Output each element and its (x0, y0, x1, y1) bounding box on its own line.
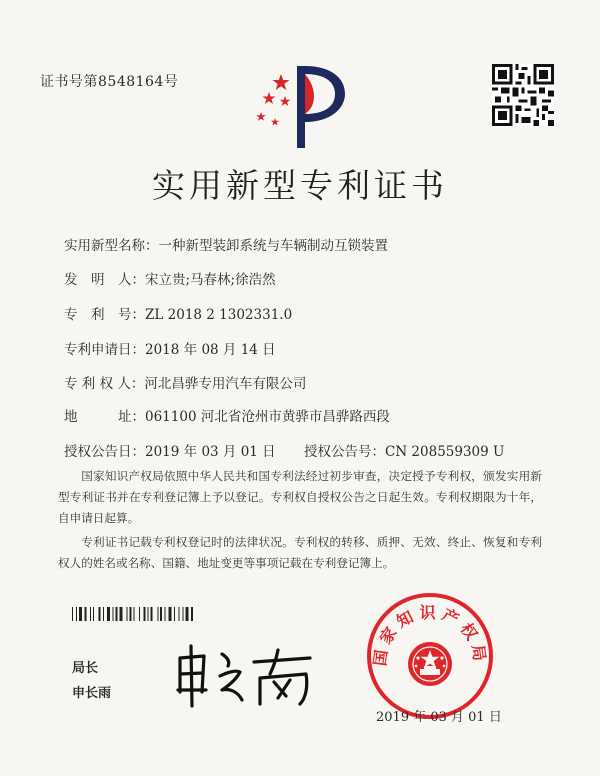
logo-star-2 (263, 92, 276, 104)
logo-p-mark (297, 66, 345, 148)
field-value: 2018 年 08 月 14 日 (145, 342, 276, 358)
field-label: 专 利 号： (64, 307, 145, 323)
barcode-bar (191, 607, 193, 621)
certificate-title: 实用新型专利证书 (152, 166, 448, 205)
barcode-bar (90, 607, 91, 621)
field-inventor (64, 268, 276, 288)
barcode-bar (127, 607, 128, 621)
official-seal (366, 592, 494, 720)
field-value: 2019 年 03 月 01 日 (145, 444, 276, 460)
barcode-bar (169, 607, 172, 621)
seal-text: 国家知识产权局 (370, 603, 490, 668)
field-label: 授权公告号： (304, 444, 385, 460)
logo-star-5 (271, 118, 279, 125)
field-label: 地 址： (64, 409, 145, 425)
field-grant-date (64, 440, 276, 460)
barcode-bar (113, 607, 114, 621)
barcode-bar (79, 607, 82, 621)
field-value: 宋立贵;马春林;徐浩然 (145, 272, 276, 288)
field-label: 授权公告日： (64, 444, 145, 460)
barcode-bar (72, 607, 73, 621)
paragraph-legal-status: 专利证书记载专利权登记时的法律状况。专利权的转移、质押、无效、终止、恢复和专利权人的姓名或名称、国籍、地址变更等事项记载在专利登记簿上。 (58, 535, 542, 570)
field-value: 061100 河北省沧州市黄骅市昌骅路西段 (145, 409, 390, 425)
barcode-bar (115, 607, 117, 621)
field-label: 专 利 权 人： (64, 376, 145, 392)
paragraph-grant-statement: 国家知识产权局依照中华人民共和国专利法经过初步审查，决定授予专利权，颁发实用新型专利证书并在专利登记簿上予以登记。专利权自授权公告之日起生效。专利权期限为十年，自申请日起算。 (58, 469, 542, 525)
barcode-bar (129, 607, 131, 621)
field-patentee (64, 372, 306, 392)
seal-date: 2019 年 03 月 01 日 (376, 710, 502, 725)
field-label: 专利申请日： (64, 342, 145, 358)
barcode-bar (143, 607, 145, 621)
barcode-bar (160, 607, 162, 621)
barcode-bar (103, 607, 104, 621)
patent-office-logo (245, 62, 355, 152)
barcode-bar (139, 607, 140, 621)
barcode-bar (174, 607, 175, 621)
field-value: ZL 2018 2 1302331.0 (145, 307, 293, 323)
barcode-bar (178, 607, 179, 621)
barcode-bar (76, 607, 77, 621)
logo-star-4 (256, 112, 266, 121)
handwritten-signature (170, 640, 320, 710)
logo-star-3 (280, 96, 291, 106)
barcode (72, 607, 248, 621)
barcode-bar (93, 607, 94, 621)
qr-code (492, 64, 554, 126)
field-filing-date (64, 338, 276, 358)
field-value: CN 208559309 U (385, 444, 505, 460)
field-label: 实用新型名称： (64, 238, 159, 254)
field-address (64, 405, 390, 425)
barcode-bar (150, 607, 152, 621)
barcode-bar (185, 607, 188, 621)
barcode-bar (120, 607, 123, 621)
barcode-bar (107, 607, 110, 621)
field-patent-number (64, 303, 292, 323)
barcode-bar (148, 607, 149, 621)
certificate-number: 证书号第8548164号 (40, 74, 179, 90)
barcode-bar (183, 607, 184, 621)
director-title: 局长 (72, 661, 99, 676)
field-value: 河北昌骅专用汽车有限公司 (144, 376, 307, 392)
logo-star-1 (273, 74, 290, 90)
field-label: 发 明 人： (64, 272, 145, 288)
barcode-bar (85, 607, 87, 621)
director-name: 申长雨 (72, 686, 112, 701)
field-utility-model-name (64, 234, 388, 254)
field-value: 一种新型装卸系统与车辆制动互锁装置 (158, 238, 388, 254)
field-grant-number (304, 440, 504, 460)
barcode-bar (164, 607, 165, 621)
barcode-bar (134, 607, 135, 621)
national-emblem (408, 642, 452, 686)
barcode-bar (99, 607, 101, 621)
barcode-bar (157, 607, 158, 621)
